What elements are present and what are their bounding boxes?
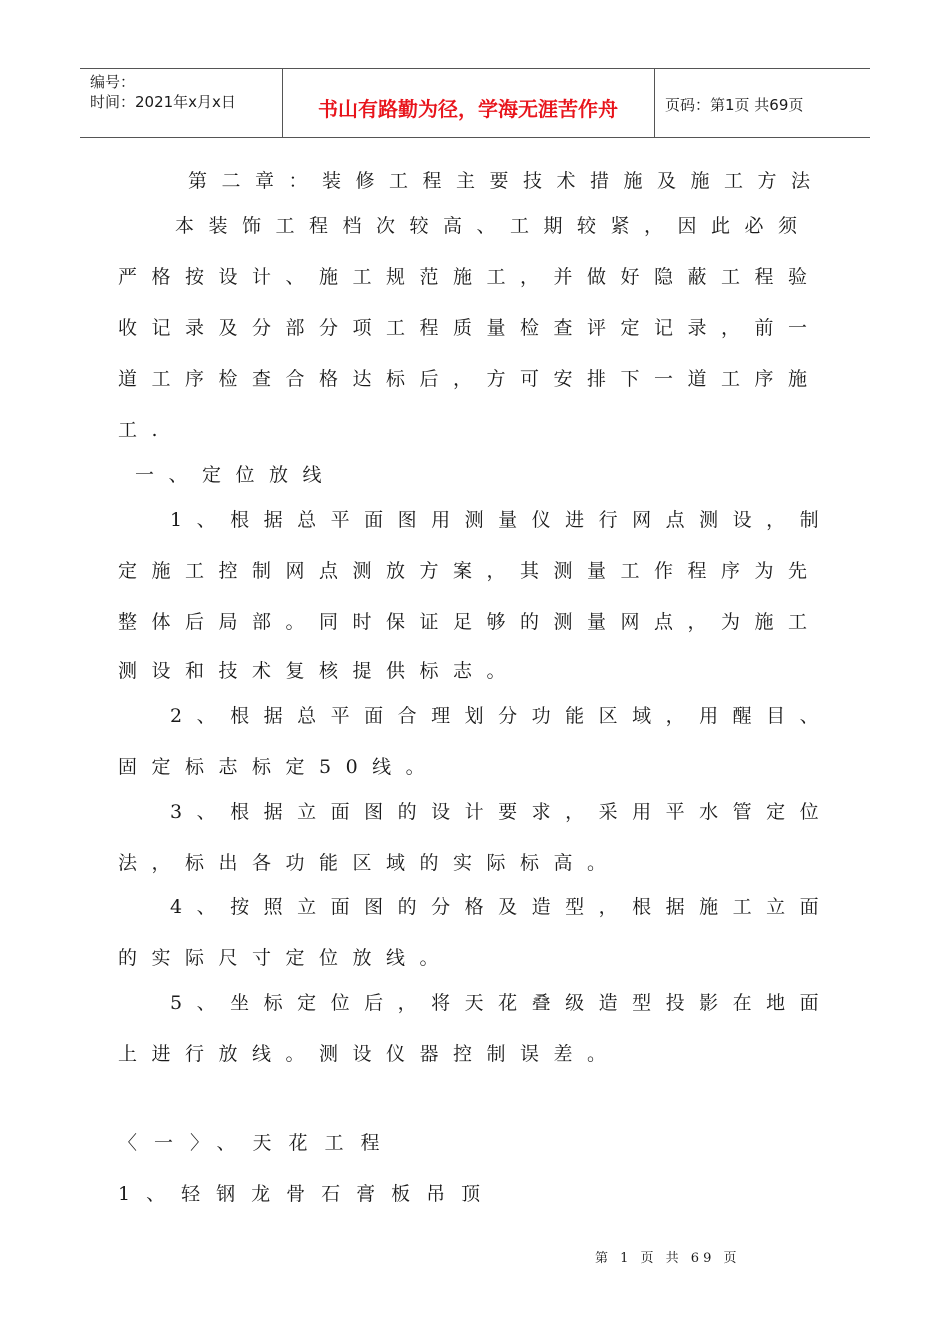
body-line: 整体后局部。同时保证足够的测量网点，为施工 — [118, 611, 822, 633]
chapter-title: 第二章：装修工程主要技术措施及施工方法 — [188, 170, 825, 192]
header-motto-cell — [282, 69, 655, 137]
body-line: 法，标出各功能区域的实际标高。 — [118, 852, 621, 874]
subsection-heading: 1、轻钢龙骨石膏板吊顶 — [118, 1183, 497, 1205]
header-meta-cell — [80, 69, 283, 137]
page-header — [80, 68, 870, 138]
body-line: 严格按设计、施工规范施工，并做好隐蔽工程验 — [118, 266, 822, 288]
section-heading: 〈一〉、天花工程 — [118, 1132, 397, 1154]
body-line: 4、按照立面图的分格及造型，根据施工立面 — [170, 896, 834, 918]
body-line: 道工序检查合格达标后，方可安排下一道工序施 — [118, 368, 822, 390]
body-line: 2、根据总平面合理划分功能区域，用醒目、 — [170, 705, 834, 727]
header-motto: 书山有路勤为径，学海无涯苦作舟 — [318, 97, 618, 121]
page-footer: 第 1 页 共 69 页 — [595, 1251, 741, 1266]
body-line: 的实际尺寸定位放线。 — [118, 947, 454, 969]
header-page-info: 页码：第1页 共69页 — [665, 96, 804, 114]
body-line: 固定标志标定50线。 — [118, 756, 440, 778]
section-heading: 一、定位放线 — [135, 464, 337, 486]
body-line: 1、根据总平面图用测量仪进行网点测设，制 — [170, 509, 834, 531]
body-line: 测设和技术复核提供标志。 — [118, 660, 521, 682]
document-time-label: 时间：2021年x月x日 — [90, 93, 236, 111]
header-page-cell — [655, 69, 870, 137]
document-number-label: 编号： — [90, 73, 136, 91]
body-line: 定施工控制网点测放方案，其测量工作程序为先 — [118, 560, 822, 582]
body-line: 工. — [118, 419, 173, 441]
body-line: 5、坐标定位后，将天花叠级造型投影在地面 — [170, 992, 834, 1014]
body-line: 收记录及分部分项工程质量检查评定记录，前一 — [118, 317, 822, 339]
body-line: 3、根据立面图的设计要求，采用平水管定位 — [170, 801, 834, 823]
body-line: 上进行放线。测设仪器控制误差。 — [118, 1043, 621, 1065]
body-line: 本装饰工程档次较高、工期较紧，因此必须 — [175, 215, 812, 237]
